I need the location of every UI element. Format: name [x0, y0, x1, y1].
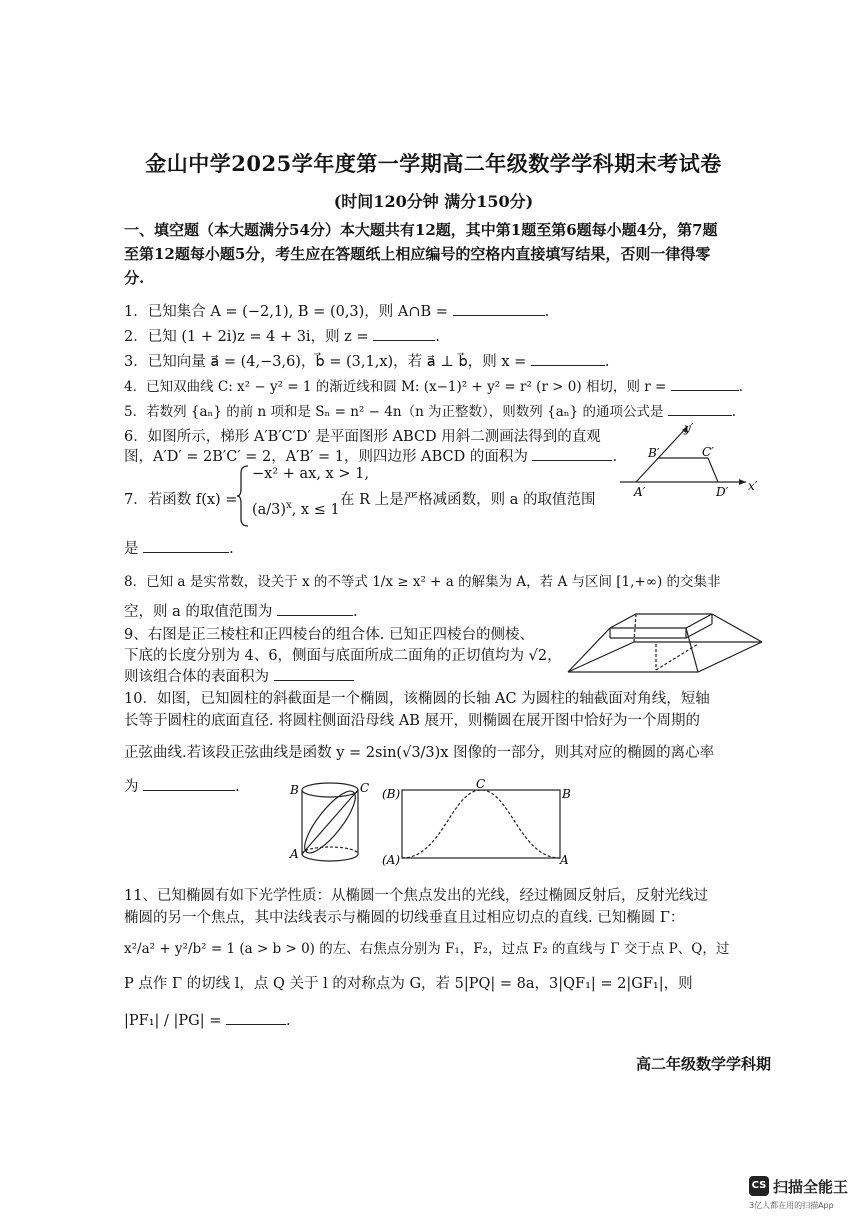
piecewise-brace	[236, 465, 250, 527]
question-10-text: 为	[124, 779, 139, 795]
trapezoid-side	[708, 458, 718, 482]
question-9-line1: 9、右图是正三棱柱和正四棱台的组合体. 已知正四棱台的侧棱、	[124, 627, 534, 643]
question-2-text: 2．已知 (1 + 2i)z = 4 + 3i，则 z =	[124, 329, 369, 345]
question-3-text: 3．已知向量 a⃗ = (4,−3,6)，b⃗ = (3,1,x)，若 a⃗ ⊥ b⃗，则 x =	[124, 354, 527, 370]
question-6-line2: 图，A′D′ = 2B′C′ = 2，A′B′ = 1，则四边形 ABCD 的面积为 .	[124, 445, 617, 466]
piecewise-exponent: x	[286, 500, 292, 511]
question-9-text: 则该组合体的表面积为	[124, 669, 269, 685]
question-8-line2: 空，则 a 的取值范围为 .	[124, 600, 358, 621]
question-6-text: 图，A′D′ = 2B′C′ = 2，A′B′ = 1，则四边形 ABCD 的面积为	[124, 449, 528, 465]
trapezoid-figure	[620, 420, 760, 502]
question-7-line2: 是 .	[124, 537, 234, 558]
piecewise-case-2	[252, 500, 340, 518]
question-1: 1．已知集合 A = (−2,1), B = (0,3)，则 A∩B = .	[124, 300, 549, 321]
question-9-line3	[124, 665, 354, 686]
y-axis-label: y′	[684, 421, 694, 435]
question-4: 4．已知双曲线 C: x² − y² = 1 的渐近线和圆 M: (x−1)² + y² = r² (r > 0) 相切，则 r = .	[124, 375, 743, 395]
question-8-text: 空，则 a 的取值范围为	[124, 604, 273, 620]
label-c: C	[360, 781, 370, 795]
label-a-right: A	[560, 853, 569, 867]
frustum-top	[610, 614, 712, 628]
label-b: B	[290, 783, 299, 797]
cylinder-figure	[290, 778, 370, 864]
section-instructions: 一、填空题（本大题满分54分）本大题共有12题，其中第1题至第6题每小题4分，第7题至第12题每小题5分，考生应在答题纸上相应编号的空格内直接填写结果，否则一律得零分.	[124, 221, 718, 287]
question-8-line1: 8．已知 a 是实常数，设关于 x 的不等式 1/x ≥ x² + a 的解集为 A，若 A 与区间 [1,+∞) 的交集非	[124, 574, 721, 590]
label-b-left: (B)	[382, 787, 401, 801]
answer-blank	[453, 301, 545, 316]
label-c: C	[476, 777, 486, 791]
question-10-line2: 长等于圆柱的底面直径. 将圆柱侧面沿母线 AB 展开，则椭圆在展开图中恰好为一个周期的	[124, 713, 701, 729]
piecewise-case-1: −x² + ax, x > 1,	[252, 466, 369, 482]
question-5: 5．若数列 {aₙ} 的前 n 项和是 Sₙ = n² − 4n（n 为正整数），则数列 {aₙ} 的通项公式是 .	[124, 400, 736, 420]
label-a: A	[290, 847, 299, 861]
label-d: D′	[716, 485, 729, 499]
question-11-text: |PF₁| / |PG| =	[124, 1013, 222, 1029]
question-9-line2: 下底的长度分别为 4、6，侧面与底面所成二面角的正切值均为 √2，	[124, 648, 562, 664]
label-a: A′	[634, 485, 646, 499]
label-b: B′	[648, 446, 660, 460]
question-4-text: 4．已知双曲线 C: x² − y² = 1 的渐近线和圆 M: (x−1)² + y² = r² (r > 0) 相切，则 r =	[124, 379, 667, 395]
question-3: 3．已知向量 a⃗ = (4,−3,6)，b⃗ = (3,1,x)，若 a⃗ ⊥ b⃗，则 x = .	[124, 350, 610, 371]
exam-subtitle: (时间120分钟 满分150分)	[333, 192, 534, 211]
question-7-text: 是	[124, 541, 139, 557]
x-axis-arrow	[739, 479, 746, 485]
page-title: 金山中学2025学年度第一学期高二年级数学学科期末考试卷	[145, 151, 722, 176]
answer-blank	[143, 776, 235, 791]
answer-blank	[531, 351, 605, 366]
answer-blank	[143, 538, 229, 553]
question-7-tail: 在 R 上是严格减函数，则 a 的取值范围	[340, 492, 596, 508]
question-5-text: 5．若数列 {aₙ} 的前 n 项和是 Sₙ = n² − 4n（n 为正整数），则数列 {aₙ} 的通项公式是	[124, 404, 664, 420]
question-10-line4: 为 .	[124, 775, 240, 796]
question-11-line2: 椭圆的另一个焦点，其中法线表示与椭圆的切线垂直且过相应切点的直线. 已知椭圆 Γ：	[124, 910, 685, 926]
question-10-line1: 10．如图，已知圆柱的斜截面是一个椭圆，该椭圆的长轴 AC 为圆柱的轴截面对角线，短轴	[124, 691, 710, 707]
answer-blank	[274, 666, 354, 681]
question-11-line4: P 点作 Γ 的切线 l，点 Q 关于 l 的对称点为 G，若 5|PQ| = 8a，3|QF₁| = 2|GF₁|，则	[124, 976, 693, 992]
question-1-text: 1．已知集合 A = (−2,1), B = (0,3)，则 A∩B =	[124, 304, 448, 320]
y-axis	[636, 426, 688, 482]
question-2: 2．已知 (1 + 2i)z = 4 + 3i，则 z = .	[124, 325, 440, 346]
x-axis-label: x′	[748, 479, 758, 493]
app-name: 扫描全能王	[773, 1178, 849, 1196]
question-6-line1: 6．如图所示，梯形 A′B′C′D′ 是平面图形 ABCD 用斜二测画法得到的直观	[124, 429, 601, 445]
question-10-line3: 正弦曲线.若该段正弦曲线是函数 y = 2sin(√3/3)x 图像的一部分，则其对应的椭圆的离心率	[124, 745, 715, 761]
question-7-head: 7．若函数 f(x) =	[124, 492, 238, 508]
sine-curve	[402, 790, 560, 858]
label-b-right: B	[562, 787, 571, 801]
answer-blank	[277, 601, 353, 616]
label-c: C′	[702, 445, 714, 459]
answer-blank	[373, 326, 435, 341]
label-a-left: (A)	[382, 853, 401, 867]
app-logo-icon: CS	[749, 1176, 769, 1196]
answer-blank	[671, 376, 739, 391]
piecewise-condition: , x ≤ 1	[291, 501, 340, 518]
answer-blank	[226, 1010, 286, 1025]
page-footer: 高二年级数学学科期	[635, 1055, 771, 1073]
question-11-line3: x²/a² + y²/b² = 1 (a > b > 0) 的左、右焦点分别为 F₁，F₂，过点 F₂ 的直线与 Γ 交于点 P、Q，过	[124, 941, 730, 957]
answer-blank	[668, 401, 732, 416]
question-11-line5: |PF₁| / |PG| = .	[124, 1010, 291, 1029]
question-11-line1: 11、已知椭圆有如下光学性质：从椭圆一个焦点发出的光线，经过椭圆反射后，反射光线过	[124, 888, 708, 904]
unrolled-surface-figure	[382, 777, 572, 867]
prism-frustum-figure	[566, 604, 766, 676]
answer-blank	[532, 446, 612, 461]
piecewise-base: (a/3)	[252, 501, 287, 518]
frustum-base	[568, 642, 762, 672]
app-tagline: 3亿人都在用的扫描App	[749, 1201, 834, 1210]
